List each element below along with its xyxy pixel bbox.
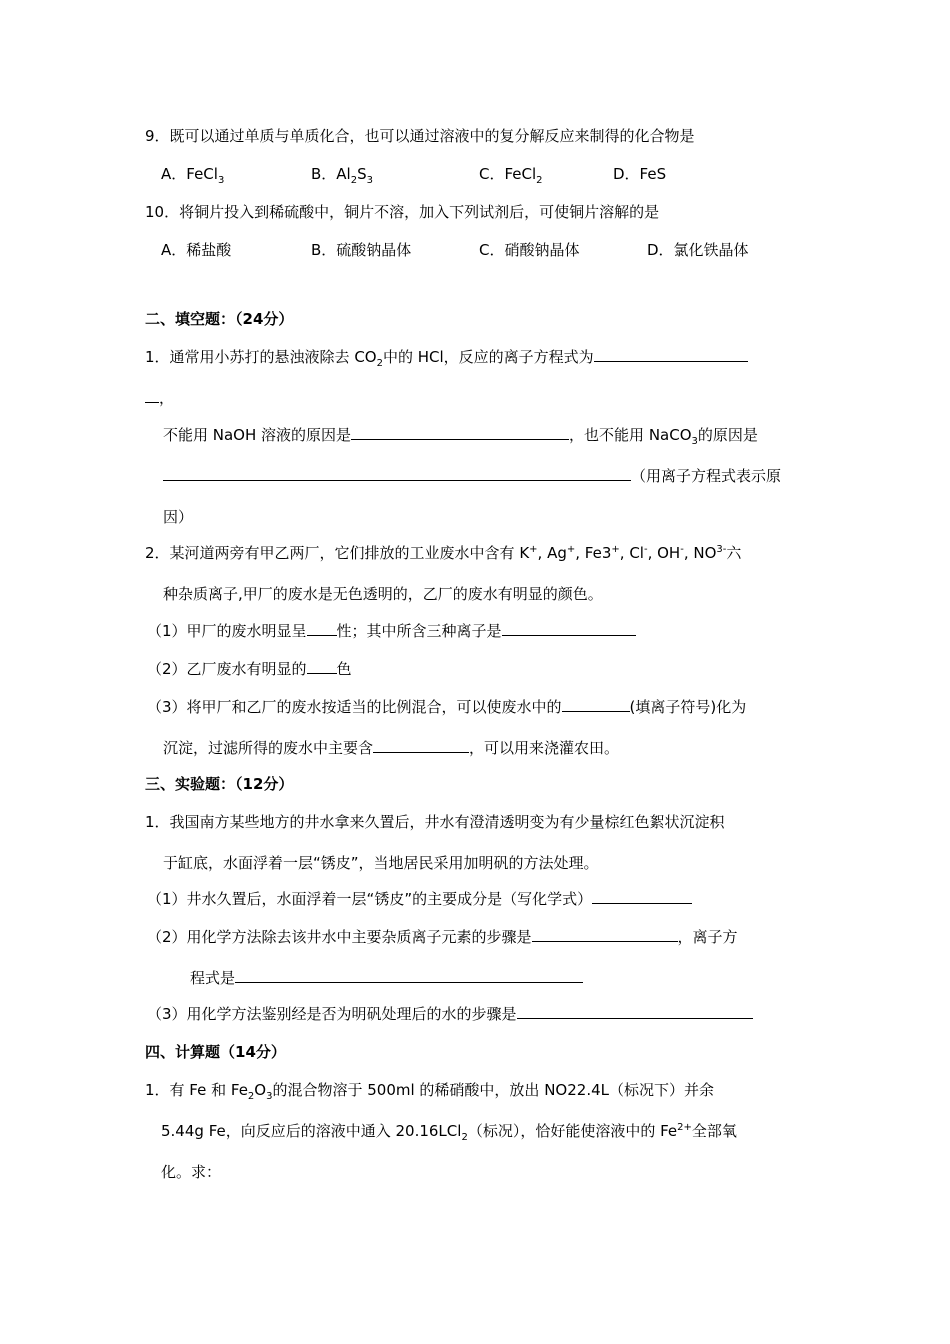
answer-blank[interactable]: [235, 968, 583, 983]
s3-q1-sub1: （1）井水久置后，水面浮着一层“锈皮”的主要成分是（写化学式）: [147, 889, 692, 909]
s2-q2-sub2: （2）乙厂废水有明显的 色: [147, 660, 352, 678]
s4-q1-line1: 1．有 Fe 和 $Fe_2O_3$的混合物溶于 500ml 的稀硝酸中，放出 NO22.4L（标况下）并余: [145, 1081, 714, 1102]
s2-q1-line3: 不能用 NaOH 溶液的原因是 ，也不能用 NaCO$_3$的原因是: [163, 426, 758, 447]
q10-option-a: A．稀盐酸: [161, 241, 232, 259]
s2-q2-line1: 2．某河道两旁有甲乙两厂，它们排放的工业废水中含有 K+, Ag+, Fe3+, Cl-, OH-, $NO^{3-}$六: [145, 544, 742, 562]
answer-blank[interactable]: [502, 621, 636, 636]
s2-q1-line1: 1．通常用小苏打的悬浊液除去 $CO_2$中的 HCl，反应的离子方程式为: [145, 347, 748, 367]
q9-option-a: A．FeCl$_3$: [161, 165, 225, 186]
s3-q1-line2: 于缸底，水面浮着一层“锈皮”，当地居民采用加明矾的方法处理。: [163, 854, 599, 872]
s2-q2-sub3-line2: 沉淀，过滤所得的废水中主要含 ，可以用来浇灌农田。: [163, 739, 620, 757]
answer-blank[interactable]: [373, 738, 469, 753]
section2-heading: 二、填空题：（24分）: [145, 310, 294, 328]
q10-option-d: D．氯化铁晶体: [647, 241, 749, 259]
answer-blank[interactable]: [145, 388, 159, 403]
answer-blank[interactable]: [594, 347, 748, 362]
q9-option-b: B．$Al_2S_3$: [311, 165, 374, 186]
answer-blank[interactable]: [532, 927, 678, 942]
s2-q1-line5: 因）: [163, 508, 194, 526]
q10-option-b: B．硫酸钠晶体: [311, 241, 412, 259]
answer-blank[interactable]: [351, 425, 569, 440]
s2-q1-line2: ，: [145, 388, 174, 408]
s2-q2-line2: 种杂质离子,甲厂的废水是无色透明的，乙厂的废水有明显的颜色。: [163, 585, 603, 603]
answer-blank[interactable]: [592, 889, 692, 904]
answer-blank[interactable]: [163, 466, 631, 481]
q10-option-c: C．硝酸钠晶体: [479, 241, 580, 259]
s4-q1-line3: 化。求：: [161, 1163, 222, 1181]
s4-q1-line2: 5.44g Fe，向反应后的溶液中通入 20.16LCl$_2$（标况），恰好能使溶液中的 $Fe^{2+}$全部氧: [161, 1122, 737, 1143]
q9-option-c: C．FeCl$_2$: [479, 165, 543, 186]
q9-stem: 9．既可以通过单质与单质化合，也可以通过溶液中的复分解反应来制得的化合物是: [145, 127, 695, 145]
q10-stem: 10．将铜片投入到稀硫酸中，铜片不溶，加入下列试剂后，可使铜片溶解的是: [145, 203, 660, 221]
s3-q1-sub3: （3）用化学方法鉴别经是否为明矾处理后的水的步骤是: [147, 1004, 753, 1024]
s3-q1-line1: 1．我国南方某些地方的井水拿来久置后，井水有澄清透明变为有少量棕红色絮状沉淀积: [145, 813, 725, 831]
section4-heading: 四、计算题（14分）: [145, 1043, 286, 1061]
s2-q2-sub3: （3）将甲厂和乙厂的废水按适当的比例混合，可以使废水中的 (填离子符号)化为: [147, 698, 747, 716]
s2-q2-sub1: （1）甲厂的废水明显呈 性；其中所含三种离子是: [147, 621, 636, 641]
section3-heading: 三、实验题：（12分）: [145, 775, 294, 793]
s3-q1-sub2: （2）用化学方法除去该井水中主要杂质离子元素的步骤是 ，离子方: [147, 928, 738, 946]
s3-q1-sub2-line2: 程式是: [190, 968, 583, 988]
s2-q1-line4: （用离子方程式表示原: [163, 466, 781, 486]
q9-option-d: D．FeS: [613, 165, 667, 183]
answer-blank[interactable]: [307, 621, 337, 636]
answer-blank[interactable]: [517, 1004, 753, 1019]
answer-blank[interactable]: [307, 659, 337, 674]
answer-blank[interactable]: [562, 697, 630, 712]
